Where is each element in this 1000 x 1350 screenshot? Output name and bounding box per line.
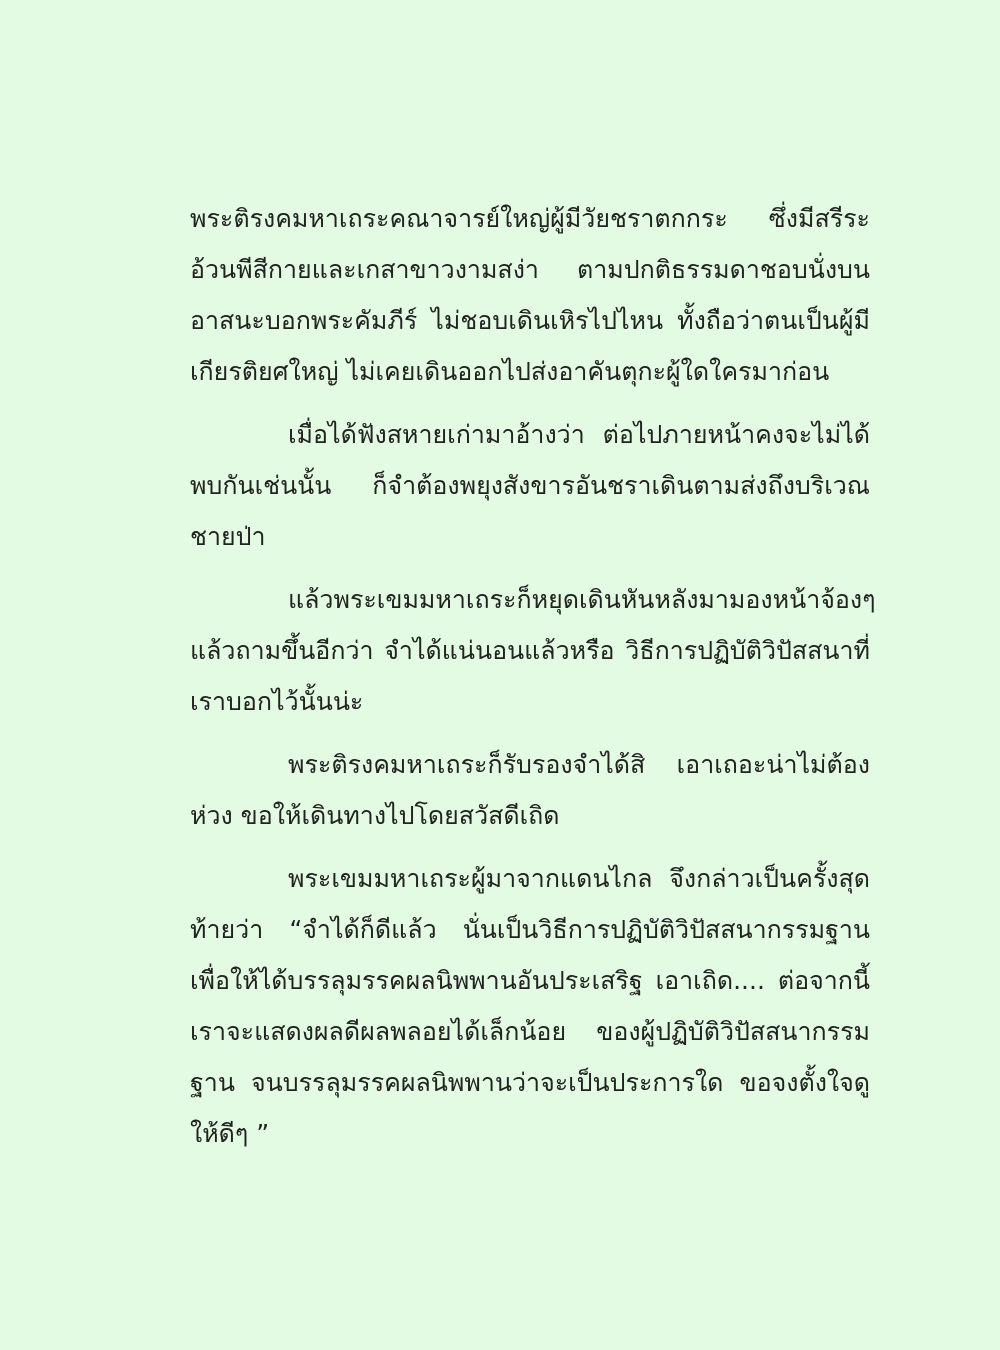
paragraph-gap — [190, 397, 870, 409]
text-line: ห่วง ขอให้เดินทางไปโดยสวัสดีเถิด — [190, 801, 560, 830]
text-line: ท้ายว่า “จำได้ก็ดีแล้ว นั่นเป็นวิธีการปฏิบัติวิปัสสนากรรมฐาน — [190, 915, 870, 944]
text-line: ให้ดีๆ ” — [190, 1119, 270, 1148]
body-text — [190, 193, 876, 1159]
paragraph-1 — [190, 193, 870, 397]
paragraph-gap — [190, 562, 870, 574]
text-line: พบกันเช่นนั้น ก็จำต้องพยุงสังขารอันชราเดินตามส่งถึงบริเวณ — [190, 471, 870, 500]
paragraph-3 — [190, 574, 876, 727]
text-line: เมื่อได้ฟังสหายเก่ามาอ้างว่า ต่อไปภายหน้าคงจะไม่ได้ — [288, 420, 870, 449]
text-line: อ้วนพีสีกายและเกสาขาวงามสง่า ตามปกติธรรมดาชอบนั่งบน — [190, 255, 870, 284]
text-line: อาสนะบอกพระคัมภีร์ ไม่ชอบเดินเหิรไปไหน ทั้งถือว่าตนเป็นผู้มี — [190, 306, 870, 335]
text-line: ฐาน จนบรรลุมรรคผลนิพพานว่าจะเป็นประการใด ขอจงตั้งใจดู — [190, 1068, 870, 1097]
text-line: พระติรงคมหาเถระก็รับรองจำได้สิ เอาเถอะน่าไม่ต้อง — [288, 750, 870, 779]
paragraph-gap — [190, 727, 870, 739]
text-line: ชายป่า — [190, 522, 266, 551]
text-line: เราจะแสดงผลดีผลพลอยได้เล็กน้อย ของผู้ปฏิบัติวิปัสสนากรรม — [190, 1017, 870, 1046]
paragraph-gap — [190, 841, 870, 853]
paragraph-4 — [190, 739, 870, 841]
text-line: เกียรติยศใหญ่ ไม่เคยเดินออกไปส่งอาคันตุกะผู้ใดใครมาก่อน — [190, 357, 830, 386]
text-line: เราบอกไว้นั้นน่ะ — [190, 687, 364, 716]
text-line: พระเขมมหาเถระผู้มาจากแดนไกล จึงกล่าวเป็นครั้งสุด — [288, 864, 870, 893]
text-line: เพื่อให้ได้บรรลุมรรคผลนิพพานอันประเสริฐ เอาเถิด.... ต่อจากนี้ — [190, 966, 870, 995]
text-line: แล้วพระเขมมหาเถระก็หยุดเดินหันหลังมามองหน้าจ้องๆ — [288, 585, 876, 614]
text-line: พระติรงคมหาเถระคณาจารย์ใหญ่ผู้มีวัยชราตกกระ ซึ่งมีสรีระ — [190, 204, 870, 233]
text-line: แล้วถามขึ้นอีกว่า จำได้แน่นอนแล้วหรือ วิธีการปฏิบัติวิปัสสนาที่ — [190, 636, 870, 665]
paragraph-2 — [190, 409, 870, 562]
paragraph-5 — [190, 853, 870, 1159]
